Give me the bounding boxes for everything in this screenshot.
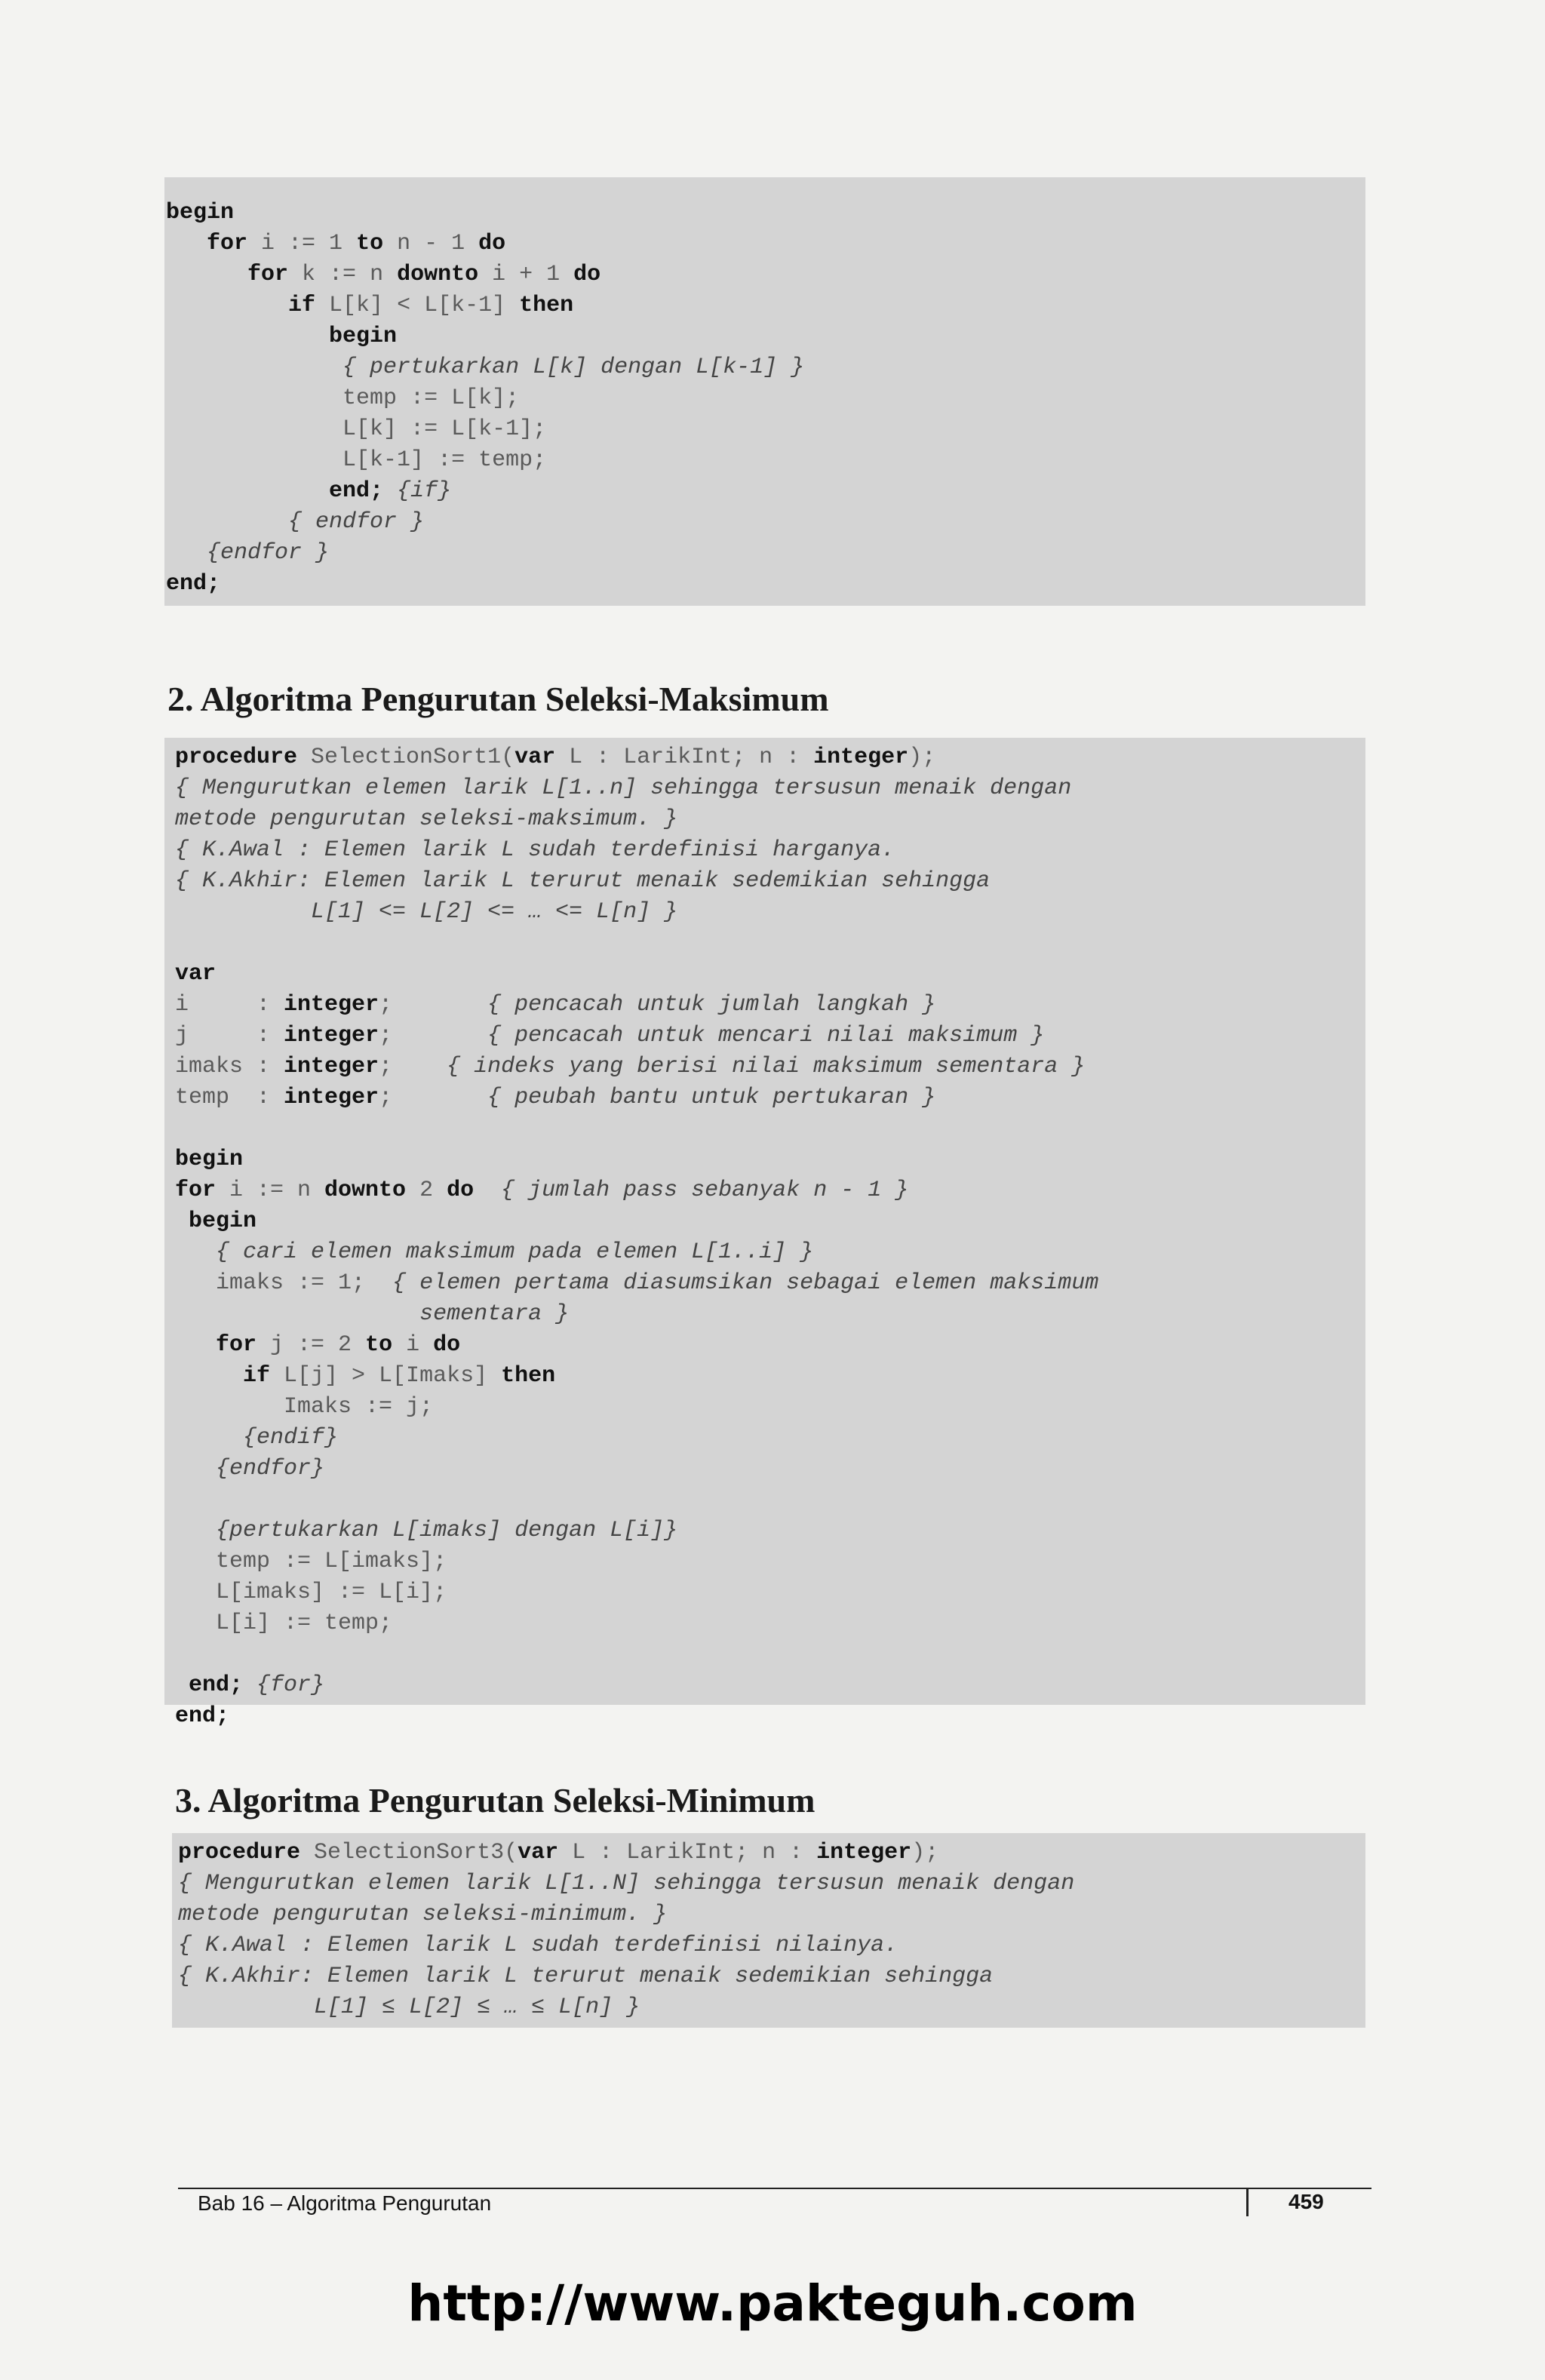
code-line: L[i] := temp; <box>216 1611 393 1636</box>
code-line: temp := L[k]; <box>342 385 520 411</box>
section-heading-2: 2. Algoritma Pengurutan Seleksi-Maksimum <box>167 680 829 718</box>
code-line: metode pengurutan seleksi-minimum. } <box>178 1902 668 1927</box>
code-line: { K.Akhir: Elemen larik L terurut menaik sedemikian sehingga <box>175 868 991 894</box>
code-line: begin <box>166 200 235 226</box>
code-line: {endfor} <box>216 1456 325 1482</box>
code-line: begin <box>189 1208 257 1234</box>
code-listing-1 <box>166 198 804 600</box>
code-line: temp := L[imaks]; <box>216 1549 447 1574</box>
code-line: begin <box>329 324 398 349</box>
code-line: { endfor } <box>288 509 425 535</box>
code-line: metode pengurutan seleksi-maksimum. } <box>175 806 678 832</box>
code-line: if L[k] < L[k-1] then <box>288 293 574 318</box>
code-line: if L[j] > L[Imaks] then <box>243 1363 556 1389</box>
code-line: L[1] <= L[2] <= … <= L[n] } <box>175 899 678 925</box>
code-line: for i := 1 to n - 1 do <box>207 231 506 256</box>
code-line: { Mengurutkan elemen larik L[1..N] sehingga tersusun menaik dengan <box>178 1871 1075 1896</box>
code-line: temp : integer; { peubah bantu untuk pertukaran } <box>175 1085 936 1110</box>
code-line: imaks : integer; { indeks yang berisi nilai maksimum sementara } <box>175 1054 1086 1079</box>
code-line: L[imaks] := L[i]; <box>216 1580 447 1605</box>
code-line: begin <box>175 1147 244 1172</box>
code-line: L[1] ≤ L[2] ≤ … ≤ L[n] } <box>178 1995 640 2020</box>
code-line: { pertukarkan L[k] dengan L[k-1] } <box>342 355 805 380</box>
code-line: { K.Awal : Elemen larik L sudah terdefinisi nilainya. <box>178 1933 898 1958</box>
code-line: for i := n downto 2 do { jumlah pass sebanyak n - 1 } <box>175 1178 909 1203</box>
footer-rule <box>178 2188 1371 2189</box>
code-line: for k := n downto i + 1 do <box>247 262 601 287</box>
code-line: {endfor } <box>207 540 330 566</box>
code-line: { K.Awal : Elemen larik L sudah terdefinisi harganya. <box>175 837 895 863</box>
website-url: http://www.pakteguh.com <box>407 2274 1138 2332</box>
page-number: 459 <box>1289 2190 1324 2213</box>
code-line: end; {if} <box>329 478 452 504</box>
code-line: end; {for} <box>189 1672 325 1698</box>
code-line: procedure SelectionSort1(var L : LarikInt; n : integer); <box>175 745 936 770</box>
code-line: end; <box>166 571 221 597</box>
code-line: L[k] := L[k-1]; <box>342 416 547 442</box>
code-line: procedure SelectionSort3(var L : LarikInt; n : integer); <box>178 1840 939 1866</box>
code-line: { cari elemen maksimum pada elemen L[1..i] } <box>216 1239 814 1265</box>
code-line: imaks := 1; { elemen pertama diasumsikan sebagai elemen maksimum <box>216 1270 1099 1296</box>
chapter-title: Bab 16 – Algoritma Pengurutan <box>198 2191 492 2215</box>
code-line: j : integer; { pencacah untuk mencari nilai maksimum } <box>175 1023 1045 1049</box>
code-line: for j := 2 to i do <box>216 1332 461 1358</box>
code-line: { Mengurutkan elemen larik L[1..n] sehingga tersusun menaik dengan <box>175 775 1072 801</box>
code-line: L[k-1] := temp; <box>342 447 547 473</box>
code-listing-2 <box>175 742 1098 1732</box>
code-line: {pertukarkan L[imaks] dengan L[i]} <box>216 1518 678 1543</box>
code-line: {endif} <box>243 1425 339 1451</box>
code-line: end; <box>175 1703 230 1729</box>
code-line: Imaks := j; <box>284 1394 434 1420</box>
code-line: var <box>175 961 217 987</box>
code-line: i : integer; { pencacah untuk jumlah langkah } <box>175 992 936 1018</box>
code-listing-3 <box>178 1838 1074 2023</box>
code-line: { K.Akhir: Elemen larik L terurut menaik sedemikian sehingga <box>178 1964 994 1989</box>
code-line: sementara } <box>419 1301 570 1327</box>
section-heading-3: 3. Algoritma Pengurutan Seleksi-Minimum <box>175 1781 816 1820</box>
page-number-divider <box>1246 2189 1249 2216</box>
